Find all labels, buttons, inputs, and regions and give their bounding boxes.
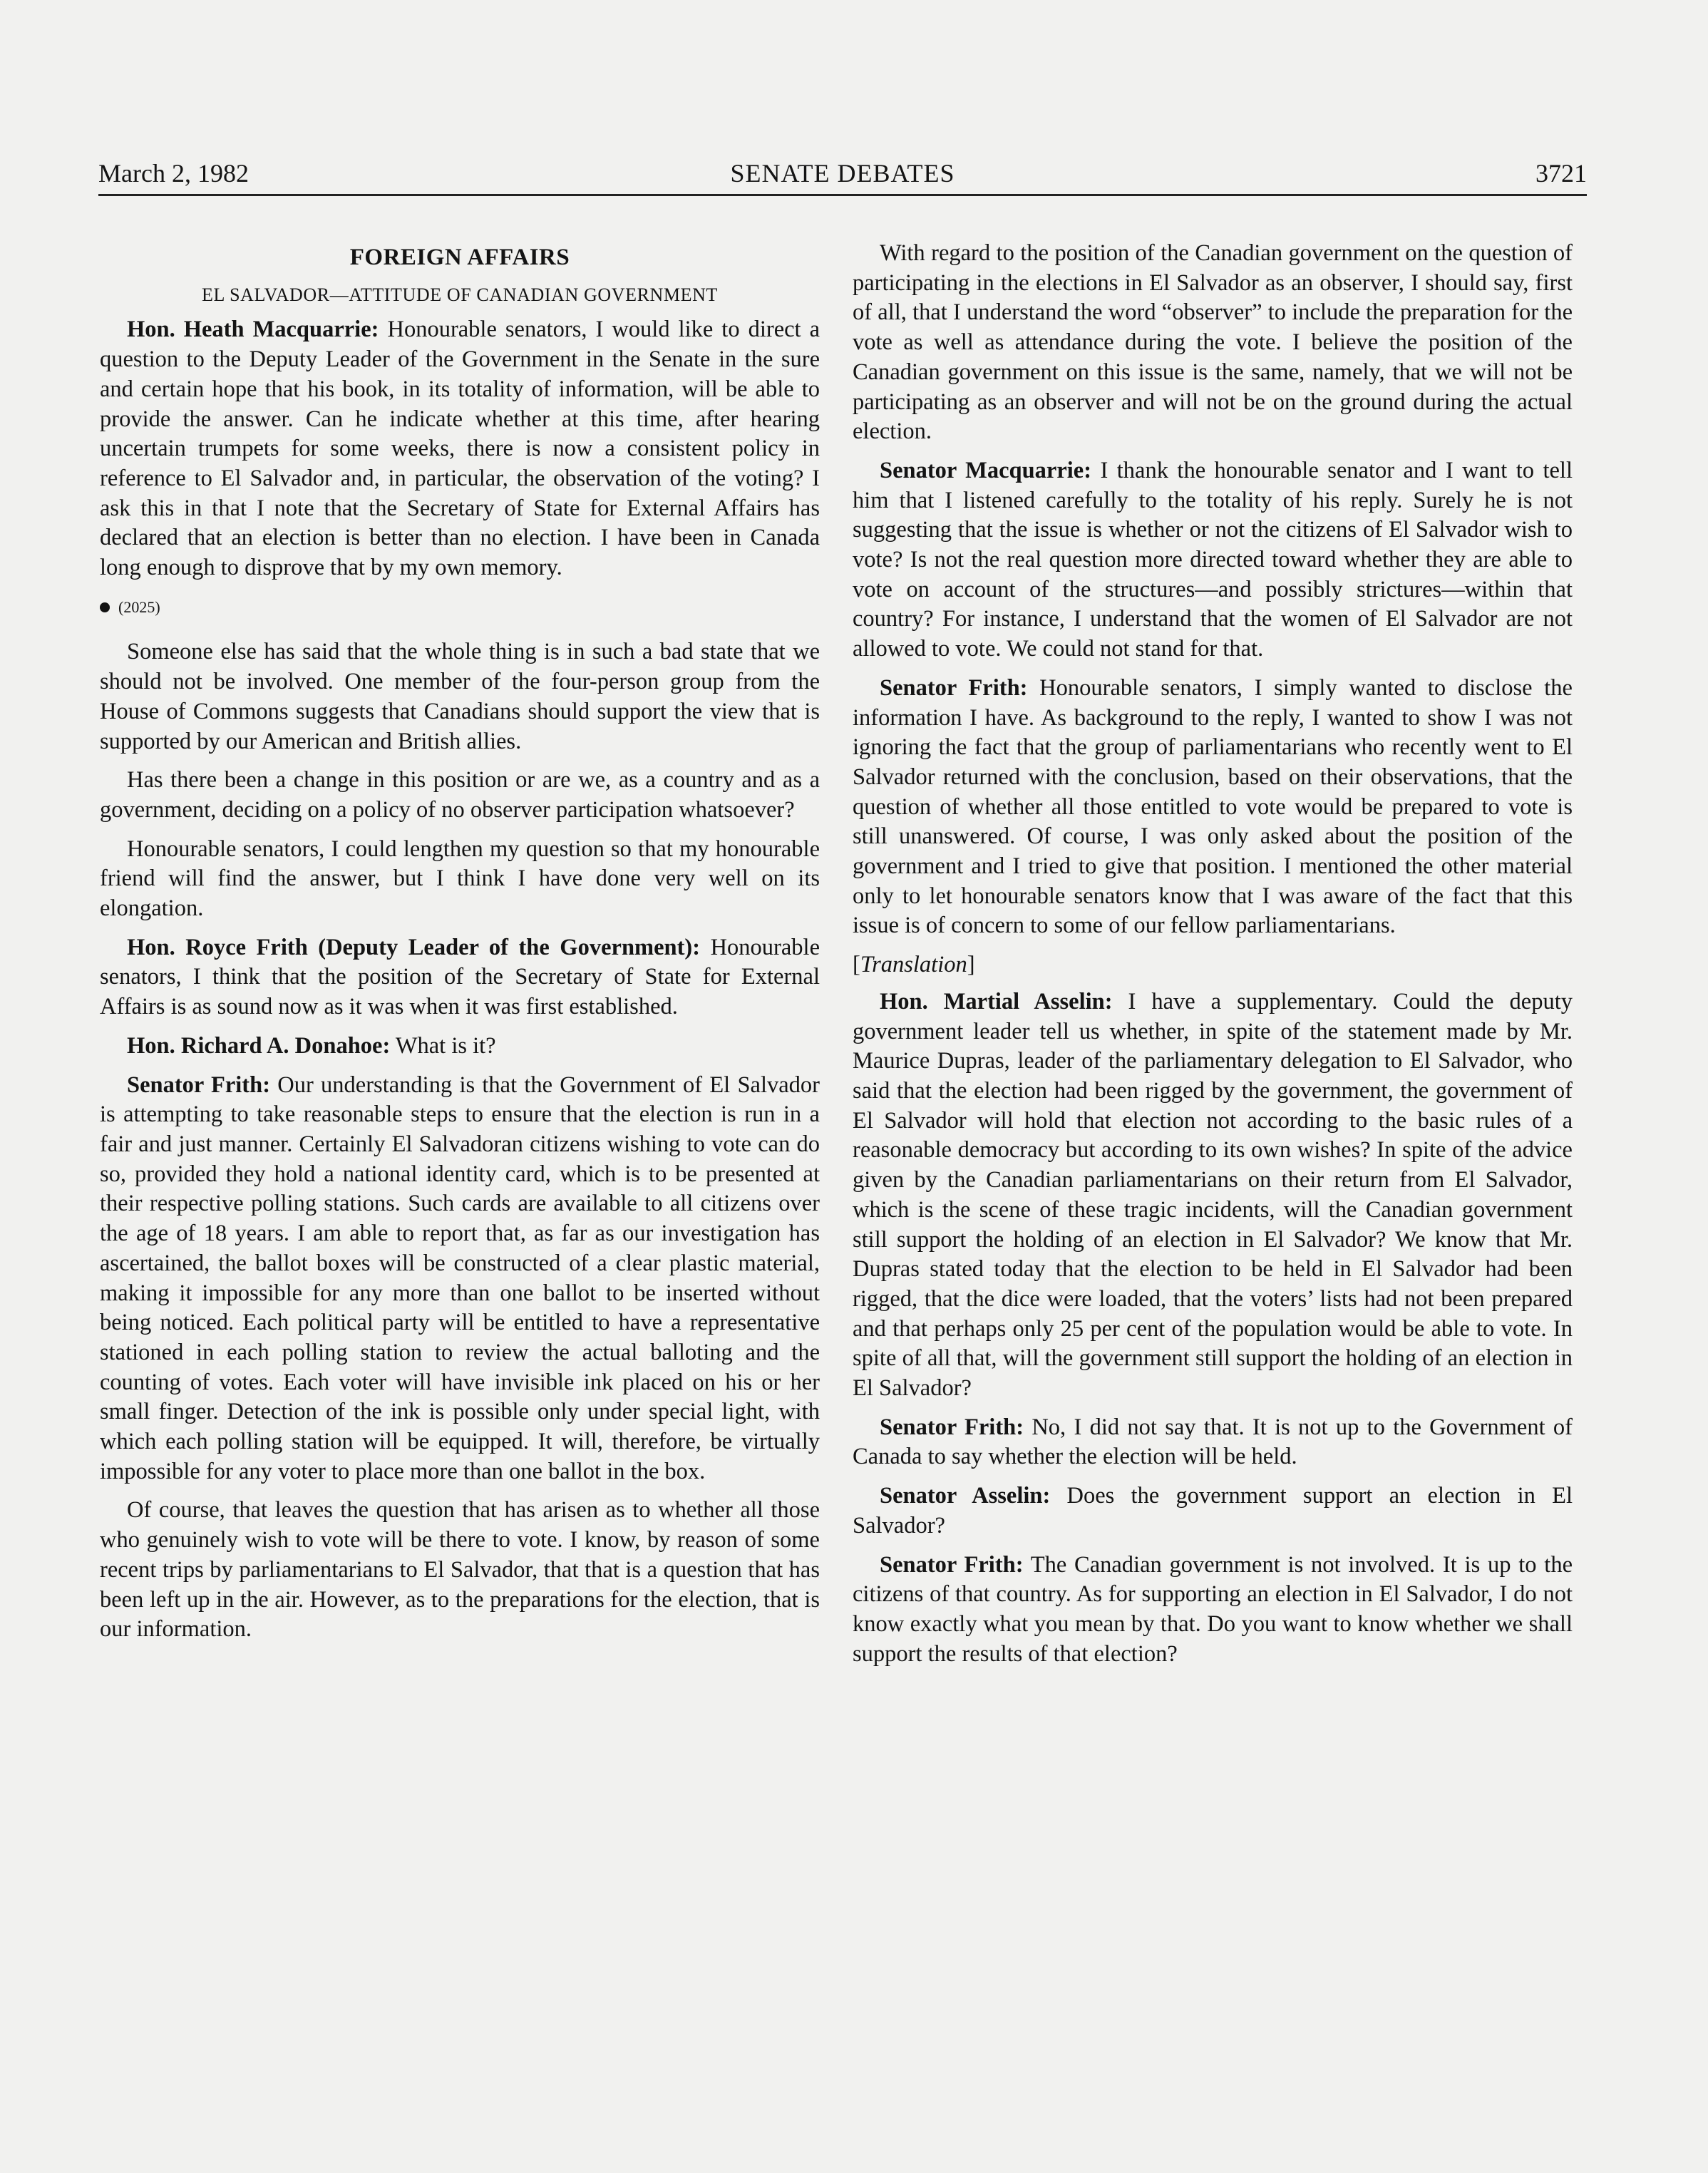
speaker-name: Senator Asselin: [880,1483,1051,1509]
bracket-close: ] [967,952,975,978]
paragraph [100,1071,820,1487]
right-column [853,239,1573,1678]
speech-text: I thank the honourable senator and I want to tell him that I listened carefully to the totality of his reply. Surely he is not suggesting that the issue is whether or not the citizens of El Salvador wish to vote? Is not the real question more directed toward whether they are able to vote on account of the structures—and possibly strictures—within that country? For instance, I understand that the women of El Salvador are not allowed to vote. We could not stand for that. [853,457,1573,662]
speech-text: Honourable senators, I would like to direct a question to the Deputy Leader of the Government in the Senate in the sure and certain hope that his book, in its totality of information, will be able to provide the answer. Can he indicate whether at this time, after hearing uncertain trumpets for some weeks, there is now a consistent policy in reference to El Salvador and, in particular, the observation of the voting? I ask this in that I note that the Secretary of State for External Affairs has declared that an election is better than no election. I have been in Canada long enough to disprove that by my own memory. [100,317,820,581]
paragraph [853,1413,1573,1472]
section-subtitle: EL SALVADOR—ATTITUDE OF CANADIAN GOVERNMENT [202,284,718,305]
header-page-number: 3721 [1535,159,1587,187]
paragraph: Honourable senators, I could lengthen my question so that my honourable friend will find the answer, but I think I have done very well on its elongation. [100,836,820,922]
header-date: March 2, 1982 [98,159,249,187]
header-rule [98,194,1587,196]
speech-text: What is it? [390,1032,496,1059]
speaker-name: Senator Frith: [880,1414,1024,1440]
paragraph: Has there been a change in this position or are we, as a country and as a government, deciding on a policy of no observer participation whatsoever? [100,767,820,823]
translation-note [853,950,1573,980]
paragraph [100,315,820,582]
speech-text: I have a supplementary. Could the deputy government leader tell us whether, in spite of the statement made by Mr. Maurice Dupras, leader of the parliamentary delegation to El Salvador, who said that the election had been rigged by the government, the government of El Salvador will hold that election not according to the basic rules of a reasonable democracy but according to its own wishes? In spite of the advice given by the Canadian parliamentarians on their return from El Salvador, which is the scene of these tragic incidents, will the Canadian government still support the holding of an election in El Salvador? We know that Mr. Dupras stated today that the election to be held in El Salvador had been rigged, that the dice were loaded, that the voters’ lists had not been prepared and that perhaps only 25 per cent of the population would be able to vote. In spite of all that, will the government still support the holding of an election in El Salvador? [853,988,1573,1402]
speaker-name: Senator Frith: [880,1551,1024,1578]
page-header [98,158,1587,194]
speaker-name: Hon. Martial Asselin: [880,988,1113,1014]
header-title: SENATE DEBATES [730,159,955,187]
speaker-name: Senator Macquarrie: [880,457,1092,483]
section-title: FOREIGN AFFAIRS [349,245,570,270]
paragraph: With regard to the position of the Canadian government on the question of participating in the elections in El Salvador as an observer, I should say, first of all, that I understand the word “observer” to include the preparation for the vote as well as attendance during the vote. I believe the position of the Canadian government on this issue is the same, namely, that we will not be participating as an observer and will not be on the ground during the actual election. [853,240,1573,445]
paragraph [100,1032,820,1062]
paragraph [853,987,1573,1404]
left-column [100,239,820,1654]
speech-text: The Canadian government is not involved. It is up to the citizens of that country. As for supporting an election in El Salvador, I do not know exactly what you mean by that. Do you want to know whether we shall support the results of that election? [853,1551,1573,1667]
bracket-open: [ [853,952,860,978]
time-marker [100,592,820,622]
paragraph [853,1481,1573,1541]
paragraph [100,933,820,1022]
translation-label: Translation [860,952,967,978]
speaker-name: Senator Frith: [880,674,1028,701]
speech-text: Honourable senators, I simply wanted to disclose the information I have. As background to the reply, I wanted to show I was not ignoring the fact that the group of parliamentarians who recently went to El Salvador returned with the conclusion, based on their observations, that the question of whether all those entitled to vote would be prepared to vote is still unanswered. Of course, I was only asked about the position of the government and I tried to give that position. I mentioned the other material only to let honourable senators know that I was aware of the fact that this issue is of concern to some of our fellow parliamentarians. [853,674,1573,939]
paragraph: Someone else has said that the whole thing is in such a bad state that we should not be involved. One member of the four-person group from the House of Commons suggests that Canadians should support the view that is supported by our American and British allies. [100,639,820,754]
speech-text: Does the government support an election in El Salvador? [853,1483,1573,1538]
speech-text: Honourable senators, I think that the position of the Secretary of State for External Affairs is as sound now as it was when it was first established. [100,934,820,1020]
time-marker-text: (2025) [118,597,160,616]
speaker-name: Hon. Heath Macquarrie: [127,317,379,343]
speaker-name: Hon. Royce Frith (Deputy Leader of the Government): [127,934,701,960]
paragraph [853,456,1573,664]
speech-text: Our understanding is that the Government of El Salvador is attempting to take reasonable steps to ensure that the election is run in a fair and just manner. Certainly El Salvadoran citizens wishing to vote can do so, provided they hold a national identity card, which is to be presented at their respective polling stations. Such cards are available to all citizens over the age of 18 years. I am able to report that, as far as our investigation has ascertained, the ballot boxes will be constructed of a clear plastic material, making it impossible for any more than one ballot to be inserted without being noticed. Each political party will be entitled to have a representative stationed in each polling station to review the actual balloting and the counting of votes. Each voter will have invisible ink placed on his or her small finger. Detection of the ink is possible only under special light, with which each polling station will be equipped. It will, therefore, be virtually impossible for any voter to place more than one ballot in the box. [100,1072,820,1484]
speaker-name: Hon. Richard A. Donahoe: [127,1032,391,1059]
paragraph [853,1551,1573,1670]
bullet-icon [100,602,110,612]
paragraph: Of course, that leaves the question that has arisen as to whether all those who genuinely wish to vote will be there to vote. I know, by reason of some recent trips by parliamentarians to El Salvador, that that is a question that has been left up in the air. However, as to the preparations for the election, that is our information. [100,1497,820,1643]
paragraph [853,674,1573,941]
speech-text: No, I did not say that. It is not up to the Government of Canada to say whether the election will be held. [853,1414,1573,1470]
speaker-name: Senator Frith: [127,1072,271,1098]
